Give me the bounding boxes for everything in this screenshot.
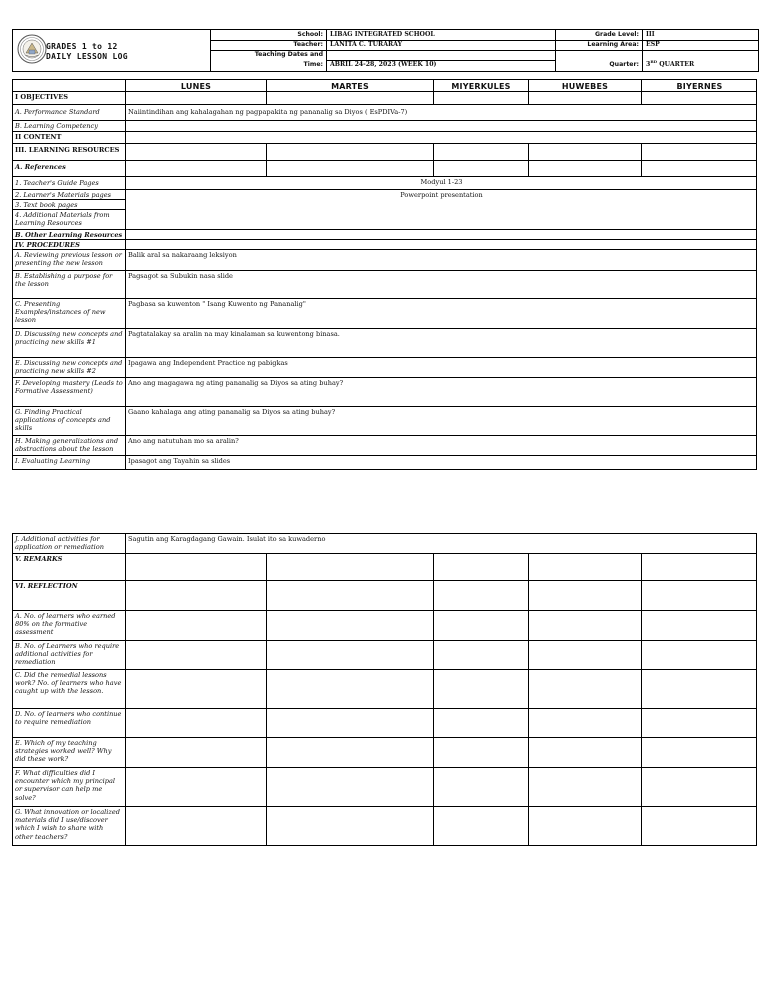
section-objectives: I OBJECTIVES <box>12 91 125 104</box>
remarks-huwebes <box>528 553 641 580</box>
procedure-j-value: Sagutin ang Karagdagang Gawain. Isulat ito sa kuwaderno <box>125 533 757 553</box>
remarks-lunes <box>125 553 266 580</box>
rc-biyernes <box>641 669 757 708</box>
rc-huwebes <box>528 669 641 708</box>
teachers-guide-value: Modyul 1-23 <box>125 176 757 189</box>
textbook-pages-label: 3. Text book pages <box>12 199 125 209</box>
day-lunes: LUNES <box>125 79 266 91</box>
section-procedures: IV. PROCEDURES <box>12 239 125 249</box>
area-label: Learning Area: <box>556 40 642 51</box>
lesson-table <box>12 79 757 470</box>
day-miyerkules: MIYERKULES <box>433 79 528 91</box>
rg-martes <box>266 806 433 846</box>
procedure-i-label: I. Evaluating Learning <box>12 455 125 470</box>
day-martes: MARTES <box>266 79 433 91</box>
res-lunes <box>125 143 266 160</box>
ra-lunes <box>125 610 266 640</box>
rb-martes <box>266 640 433 669</box>
reflection-g-label: G. What innovation or localized materials did I use/discover which I wish to share with other teachers? <box>12 806 125 846</box>
day-huwebes: HUWEBES <box>528 79 641 91</box>
header-table <box>12 29 759 72</box>
ref-miyerkules <box>433 160 528 176</box>
procedure-c-label: C. Presenting Examples/instances of new lesson <box>12 298 125 328</box>
area-value: ESP <box>643 40 758 51</box>
reflection-table <box>12 533 757 846</box>
procedure-f-label: F. Developing mastery (Leads to Formative Assessment) <box>12 377 125 406</box>
deped-seal-icon <box>17 34 47 64</box>
procedure-a-label: A. Reviewing previous lesson or presenting the new lesson <box>12 249 125 270</box>
remarks-biyernes <box>641 553 757 580</box>
section-content: II CONTENT <box>12 131 125 143</box>
logo-area <box>13 30 211 71</box>
corner-cell <box>12 79 125 91</box>
re-miyerkules <box>433 737 528 767</box>
other-resources-label: B. Other Learning Resources <box>12 229 125 239</box>
obj-martes <box>266 91 433 104</box>
rb-biyernes <box>641 640 757 669</box>
reflection-b-label: B. No. of Learners who require additional activities for remediation <box>12 640 125 669</box>
day-biyernes: BIYERNES <box>641 79 757 91</box>
performance-standard-value: Naiintindihan ang kahalagahan ng pagpapakita ng pananalig sa Diyos ( EsPDIVa-7) <box>125 104 757 120</box>
quarter-label: Quarter: <box>609 61 639 68</box>
learners-materials-label: 2. Learner's Materials pages <box>12 189 125 199</box>
obj-miyerkules <box>433 91 528 104</box>
ra-martes <box>266 610 433 640</box>
content-value <box>125 131 757 143</box>
ref-lunes <box>125 160 266 176</box>
reflection-d-label: D. No. of learners who continue to require remediation <box>12 708 125 737</box>
rb-lunes <box>125 640 266 669</box>
procedure-i-value: Ipasagot ang Tayahin sa slides <box>125 455 757 470</box>
dates-label-line1: Teaching Dates and <box>254 51 323 58</box>
rd-martes <box>266 708 433 737</box>
header-left-labels <box>211 30 327 71</box>
re-huwebes <box>528 737 641 767</box>
procedure-d-label: D. Discussing new concepts and practicing new skills #1 <box>12 328 125 357</box>
procedure-h-value: Ano ang natutuhan mo sa aralin? <box>125 435 757 455</box>
other-resources-value <box>125 229 757 239</box>
additional-materials-label: 4. Additional Materials from Learning Resources <box>12 209 125 229</box>
dates-label-line2: Time: <box>303 61 323 68</box>
reflection-e-label: E. Which of my teaching strategies worked well? Why did these work? <box>12 737 125 767</box>
rf-miyerkules <box>433 767 528 806</box>
section-reflection: VI. REFLECTION <box>12 580 125 610</box>
header-right-labels <box>556 30 643 71</box>
procedure-a-value: Balik aral sa nakaraang leksiyon <box>125 249 757 270</box>
header-right-values <box>643 30 758 71</box>
reflection-f-label: F. What difficulties did I encounter which my principal or supervisor can help me solve? <box>12 767 125 806</box>
obj-lunes <box>125 91 266 104</box>
rg-biyernes <box>641 806 757 846</box>
dates-value: ABRIL 24-28, 2023 (WEEK 10) <box>330 61 437 68</box>
remarks-miyerkules <box>433 553 528 580</box>
procedure-e-value: Ipagawa ang Independent Practice ng pabigkas <box>125 357 757 377</box>
header-left-values <box>327 30 556 71</box>
grade-label: Grade Level: <box>556 30 642 41</box>
rd-biyernes <box>641 708 757 737</box>
procedure-h-label: H. Making generalizations and abstractions about the lesson <box>12 435 125 455</box>
teachers-guide-label: 1. Teacher's Guide Pages <box>12 176 125 189</box>
reflection-c-label: C. Did the remedial lessons work? No. of learners who have caught up with the lesson. <box>12 669 125 708</box>
rf-martes <box>266 767 433 806</box>
res-biyernes <box>641 143 757 160</box>
rg-miyerkules <box>433 806 528 846</box>
procedure-g-label: G. Finding Practical applications of concepts and skills <box>12 406 125 435</box>
rd-miyerkules <box>433 708 528 737</box>
ref-huwebes <box>528 160 641 176</box>
rf-huwebes <box>528 767 641 806</box>
procedure-j-label: J. Additional activities for application or remediation <box>12 533 125 553</box>
refl-biyernes <box>641 580 757 610</box>
form-title-line1: GRADES 1 to 12 <box>46 42 118 51</box>
refl-lunes <box>125 580 266 610</box>
ref-martes <box>266 160 433 176</box>
learning-competency-value <box>125 120 757 131</box>
rf-lunes <box>125 767 266 806</box>
procedure-c-value: Pagbasa sa kuwenton " Isang Kuwento ng Pananalig" <box>125 298 757 328</box>
res-miyerkules <box>433 143 528 160</box>
reflection-a-label: A. No. of learners who earned 80% on the formative assessment <box>12 610 125 640</box>
obj-biyernes <box>641 91 757 104</box>
rb-huwebes <box>528 640 641 669</box>
re-martes <box>266 737 433 767</box>
rc-miyerkules <box>433 669 528 708</box>
learners-materials-value: Powerpoint presentation <box>125 189 757 229</box>
procedure-b-value: Pagsagot sa Subukin nasa slide <box>125 270 757 298</box>
references-label: A. References <box>12 160 125 176</box>
ra-biyernes <box>641 610 757 640</box>
procedure-b-label: B. Establishing a purpose for the lesson <box>12 270 125 298</box>
section-learning-resources: III. LEARNING RESOURCES <box>12 143 125 160</box>
res-martes <box>266 143 433 160</box>
ra-huwebes <box>528 610 641 640</box>
re-lunes <box>125 737 266 767</box>
rd-lunes <box>125 708 266 737</box>
form-title-line2: DAILY LESSON LOG <box>46 52 128 61</box>
school-label: School: <box>211 30 326 41</box>
learning-competency-label: B. Learning Competency <box>12 120 125 131</box>
re-biyernes <box>641 737 757 767</box>
ra-miyerkules <box>433 610 528 640</box>
remarks-martes <box>266 553 433 580</box>
teacher-label: Teacher: <box>211 40 326 51</box>
section-remarks: V. REMARKS <box>12 553 125 580</box>
obj-huwebes <box>528 91 641 104</box>
quarter-value: 3RD QUARTER <box>646 58 695 68</box>
grade-value: III <box>643 30 758 41</box>
procedure-d-value: Pagtatalakay sa aralin na may kinalaman sa kuwentong binasa. <box>125 328 757 357</box>
procedures-value <box>125 239 757 249</box>
rc-lunes <box>125 669 266 708</box>
refl-martes <box>266 580 433 610</box>
procedure-e-label: E. Discussing new concepts and practicing new skills #2 <box>12 357 125 377</box>
refl-huwebes <box>528 580 641 610</box>
rg-huwebes <box>528 806 641 846</box>
procedure-f-value: Ano ang magagawa ng ating pananalig sa Diyos sa ating buhay? <box>125 377 757 406</box>
refl-miyerkules <box>433 580 528 610</box>
rf-biyernes <box>641 767 757 806</box>
rc-martes <box>266 669 433 708</box>
teacher-value: LANITA C. TURARAY <box>327 40 555 51</box>
procedure-g-value: Gaano kahalaga ang ating pananalig sa Diyos sa ating buhay? <box>125 406 757 435</box>
res-huwebes <box>528 143 641 160</box>
rd-huwebes <box>528 708 641 737</box>
rb-miyerkules <box>433 640 528 669</box>
rg-lunes <box>125 806 266 846</box>
performance-standard-label: A. Performance Standard <box>12 104 125 120</box>
school-value: LIBAG INTEGRATED SCHOOL <box>327 30 555 41</box>
ref-biyernes <box>641 160 757 176</box>
